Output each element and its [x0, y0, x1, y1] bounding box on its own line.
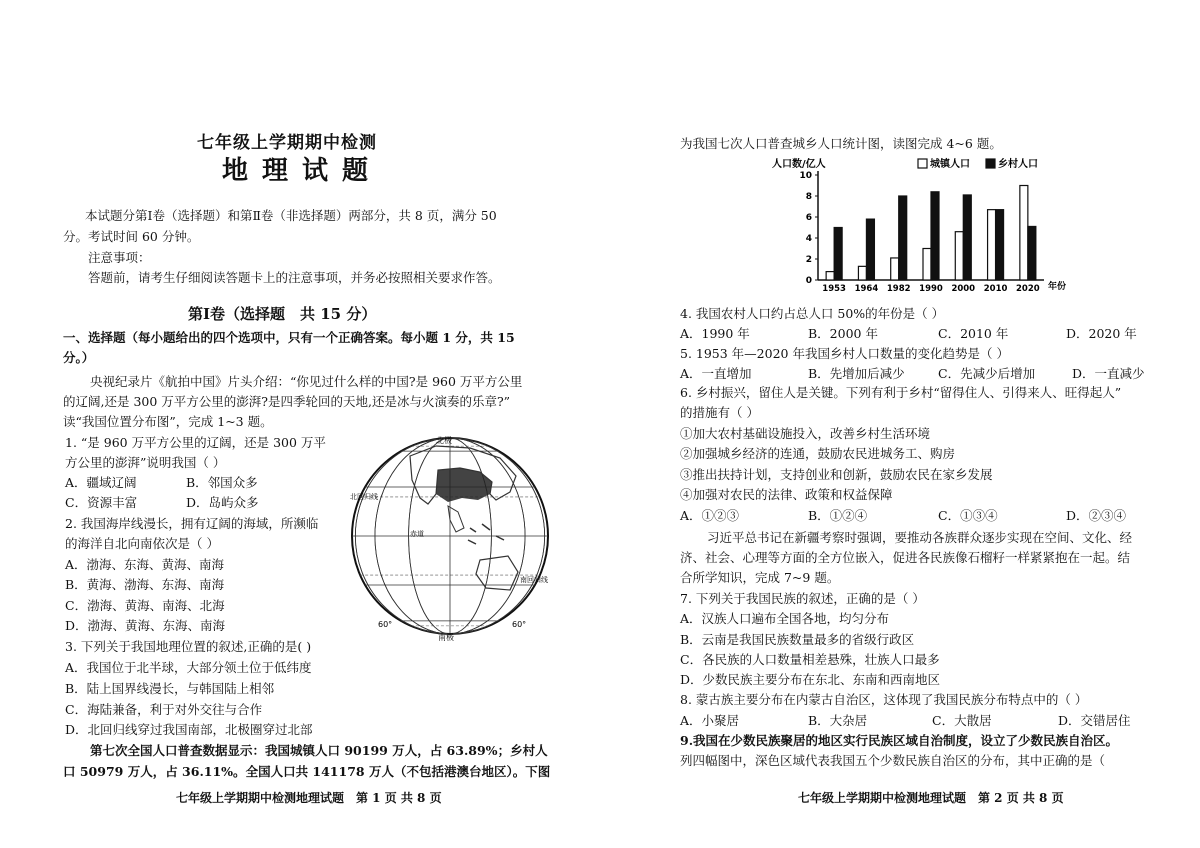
- q2-stem-2: 的海洋自北向南依次是（ ）: [65, 536, 219, 551]
- notice-text: 答题前，请考生仔细阅读答题卡上的注意事项，并务必按照相关要求作答。: [88, 270, 501, 285]
- q6-item-4: ④加强对农民的法律、政策和权益保障: [680, 487, 893, 502]
- q7-option-a: A．汉族人口遍布全国各地，均匀分布: [680, 611, 890, 626]
- q5-option-b: B．先增加后减少: [808, 366, 905, 381]
- section-title: 第Ⅰ卷（选择题 共 15 分）: [188, 305, 377, 323]
- q8-option-c: C．大散居: [932, 713, 992, 728]
- q4-option-b: B．2000 年: [808, 326, 878, 341]
- q2-stem-1: 2. 我国海岸线漫长，拥有辽阔的海域，所濒临: [65, 516, 319, 531]
- q8-stem: 8. 蒙古族主要分布在内蒙古自治区，这体现了我国民族分布特点中的（ ）: [680, 692, 1088, 707]
- q5-option-a: A．一直增加: [680, 366, 752, 381]
- q5-stem: 5. 1953 年—2020 年我国乡村人口数量的变化趋势是（ ）: [680, 346, 1009, 361]
- q2-option-d: D．渤海、黄海、东海、南海: [65, 618, 226, 633]
- q8-option-d: D．交错居住: [1058, 713, 1131, 728]
- exam-title-subject: 地理试题: [222, 156, 383, 186]
- legend-swatch: [918, 159, 927, 168]
- q5-option-d: D．一直减少: [1072, 366, 1145, 381]
- q1-option-c: C．资源丰富: [65, 495, 138, 510]
- q2-option-c: C．渤海、黄海、南海、北海: [65, 598, 225, 613]
- intro-line-1: 本试题分第Ⅰ卷（选择题）和第Ⅱ卷（非选择题）两部分，共 8 页，满分 50: [85, 208, 497, 223]
- q3-option-d: D．北回归线穿过我国南部，北极圈穿过北部: [65, 722, 313, 737]
- bar-urban: [923, 249, 931, 281]
- bar-urban: [988, 210, 996, 280]
- china-location-globe: [340, 432, 560, 647]
- q5-option-c: C．先减少后增加: [938, 366, 1036, 381]
- q9-stem-2: 列四幅图中，深色区域代表我国五个少数民族自治区的分布，其中正确的是（: [680, 753, 1106, 768]
- q7-option-c: C．各民族的人口数量相差悬殊，壮族人口最多: [680, 652, 940, 667]
- intro-line-2: 分。考试时间 60 分钟。: [63, 229, 200, 244]
- y-tick-label: 8: [805, 192, 812, 202]
- q3-stem: 3. 下列关于我国地理位置的叙述,正确的是( ): [65, 639, 312, 654]
- bar-rural: [899, 196, 907, 280]
- globe-label-south-pole: 南极: [438, 633, 454, 642]
- y-tick-label: 6: [805, 213, 812, 223]
- bar-urban: [826, 272, 834, 280]
- instructions-line-2: 分。）: [63, 350, 95, 365]
- globe-label-60w: 60°: [378, 620, 393, 629]
- x-tick-label: 1964: [854, 284, 879, 294]
- q7-stem: 7. 下列关于我国民族的叙述，正确的是（ ）: [680, 591, 925, 606]
- q3-option-a: A．我国位于北半球，大部分领土位于低纬度: [65, 660, 312, 675]
- passage-3-line-2: 济、社会、心理等方面的全方位嵌入，促进各民族像石榴籽一样紧紧抱在一起。结: [680, 550, 1131, 565]
- q1-stem-2: 方公里的澎湃”说明我国（ ）: [65, 455, 226, 470]
- bar-urban: [955, 232, 963, 280]
- population-bar-chart: [770, 155, 1070, 300]
- y-tick-label: 10: [799, 171, 812, 181]
- bar-rural: [1028, 226, 1036, 280]
- passage-2-line-2: 口 50979 万人，占 36.11%。全国人口共 141178 万人（不包括港澳台地区）。下图: [63, 764, 551, 779]
- q6-item-1: ①加大农村基础设施投入，改善乡村生活环境: [680, 426, 931, 441]
- globe-label-tropic-cancer: 北回归线: [350, 493, 378, 501]
- q6-option-d: D．②③④: [1066, 508, 1127, 523]
- globe-label-equator: 赤道: [410, 530, 424, 538]
- x-tick-label: 1990: [919, 284, 943, 294]
- bar-rural: [866, 219, 874, 280]
- bar-rural: [963, 195, 971, 280]
- x-axis-label: 年份: [1048, 282, 1067, 292]
- x-tick-label: 2000: [951, 284, 976, 294]
- y-tick-label: 0: [805, 276, 812, 286]
- passage-3-line-1: 习近平总书记在新疆考察时强调，要推动各族群众逐步实现在空间、文化、经: [707, 530, 1133, 545]
- globe-label-60e: 60°: [512, 620, 527, 629]
- instructions-line-1: 一、选择题（每小题给出的四个选项中，只有一个正确答案。每小题 1 分，共 15: [63, 330, 515, 345]
- bar-urban: [1020, 186, 1028, 281]
- passage-1-line-3: 读“我国位置分布图”，完成 1~3 题。: [63, 414, 273, 429]
- q1-option-b: B．邻国众多: [186, 475, 258, 490]
- bar-rural: [931, 192, 939, 280]
- q2-option-a: A．渤海、东海、黄海、南海: [65, 557, 225, 572]
- y-tick-label: 4: [805, 234, 812, 244]
- x-tick-label: 2020: [1016, 284, 1040, 294]
- china-landmass: [436, 468, 492, 502]
- passage-1-line-1: 央视纪录片《航拍中国》片头介绍：“你见过什么样的中国?是 960 万平方公里: [90, 374, 523, 389]
- passage-1-line-2: 的辽阔,还是 300 万平方公里的澎湃?是四季轮回的天地,还是冰与火演奏的乐章?”: [63, 394, 511, 409]
- q4-option-c: C．2010 年: [938, 326, 1009, 341]
- q3-option-b: B．陆上国界线漫长，与韩国陆上相邻: [65, 681, 275, 696]
- x-tick-label: 1953: [822, 284, 846, 294]
- q6-stem-2: 的措施有（ ）: [680, 405, 759, 420]
- bar-urban: [891, 258, 899, 280]
- q1-stem-1: 1. “是 960 万平方公里的辽阔，还是 300 万平: [65, 435, 326, 450]
- q1-option-d: D．岛屿众多: [186, 495, 259, 510]
- q4-stem: 4. 我国农村人口约占总人口 50%的年份是（ ）: [680, 306, 945, 321]
- q6-option-a: A．①②③: [680, 508, 740, 523]
- x-tick-label: 2010: [983, 284, 1008, 294]
- q6-item-2: ②加强城乡经济的连通，鼓励农民进城务工、购房: [680, 446, 956, 461]
- q6-stem-1: 6. 乡村振兴，留住人是关键。下列有利于乡村“留得住人、引得来人、旺得起人”: [680, 385, 1122, 400]
- q8-option-a: A．小聚居: [680, 713, 740, 728]
- passage-2-line-1: 第七次全国人口普查数据显示：我国城镇人口 90199 万人，占 63.89%；乡村人: [90, 743, 548, 758]
- globe-label-north-pole: 北极: [436, 436, 452, 445]
- q3-option-c: C．海陆兼备，利于对外交往与合作: [65, 702, 263, 717]
- bar-rural: [834, 228, 842, 281]
- q7-option-b: B．云南是我国民族数量最多的省级行政区: [680, 632, 915, 647]
- legend-label: 乡村人口: [998, 159, 1038, 170]
- q6-option-b: B．①②④: [808, 508, 868, 523]
- footer-page-2: 七年级上学期期中检测地理试题 第 2 页 共 8 页: [798, 791, 1064, 805]
- q4-option-a: A．1990 年: [680, 326, 750, 341]
- legend-swatch: [986, 159, 995, 168]
- q7-option-d: D．少数民族主要分布在东北、东南和西南地区: [680, 672, 941, 687]
- y-tick-label: 2: [805, 255, 812, 265]
- globe-label-tropic-capricorn: 南回归线: [520, 576, 548, 584]
- notice-label: 注意事项：: [88, 250, 151, 265]
- legend-label: 城镇人口: [930, 159, 970, 170]
- y-axis-label: 人口数/亿人: [772, 159, 826, 170]
- q6-item-3: ③推出扶持计划，支持创业和创新，鼓励农民在家乡发展: [680, 467, 993, 482]
- footer-page-1: 七年级上学期期中检测地理试题 第 1 页 共 8 页: [176, 791, 442, 805]
- islands: [468, 524, 504, 544]
- passage-3-line-3: 合所学知识，完成 7~9 题。: [680, 570, 840, 585]
- chart-intro: 为我国七次人口普查城乡人口统计图，读图完成 4~6 题。: [680, 136, 1002, 151]
- q4-option-d: D．2020 年: [1066, 326, 1137, 341]
- q9-stem-1: 9.我国在少数民族聚居的地区实行民族区域自治制度，设立了少数民族自治区。: [680, 733, 1119, 748]
- bar-rural: [996, 210, 1004, 280]
- q6-option-c: C．①③④: [938, 508, 998, 523]
- globe-grid: [352, 438, 548, 634]
- bar-urban: [858, 266, 866, 280]
- x-tick-label: 1982: [886, 284, 911, 294]
- exam-title-grade: 七年级上学期期中检测: [197, 133, 377, 153]
- q2-option-b: B．黄海、渤海、东海、南海: [65, 577, 225, 592]
- q8-option-b: B．大杂居: [808, 713, 868, 728]
- q1-option-a: A．疆域辽阔: [65, 475, 137, 490]
